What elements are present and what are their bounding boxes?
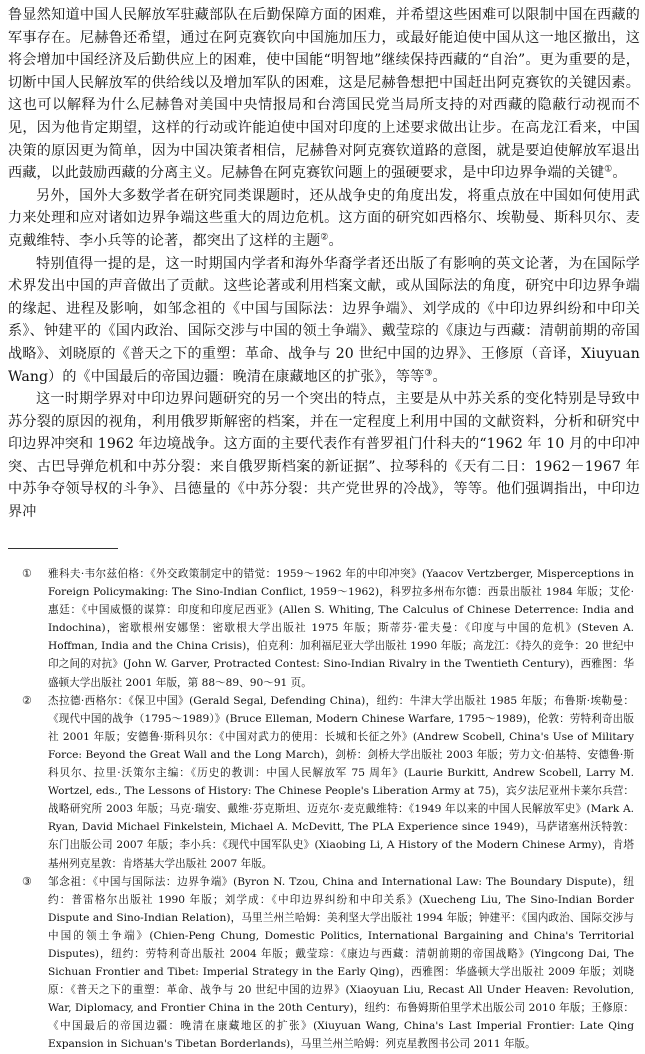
footnote-1-text: 雅科夫·韦尔兹伯格：《外交政策制定中的错觉：1959～1962 年的中印冲突》(Yaacov Vertzberger, Misperceptions in Foreign Policymaking: The Sino-Indian Conflict, 1959～1962)，科罗拉多州布尔德：西景出版社 1984 年版；艾伦·惠廷：《中国威慑的谋算：印度和印度尼西亚》(Allen S. Whiting, The Calculus of Chinese Deterrence: India and Indochina)，密歇根州安娜堡：密歇根大学出版社 1975 年版；斯蒂芬·霍夫曼：《印度与中国的危机》(Steven A. Hoffman, India and the China Crisis)，伯克利：加利福尼亚大学出版社 1990 年版；高龙江：《持久的竞争：20 世纪中印之间的对抗》(John W. Garver, Protracted Contest: Sino-Indian Rivalry in the Twentieth Century)，西雅图：华盛顿大学出版社 2001 年版，第 88～89、90～91 页。 <box>48 568 634 689</box>
paragraph-4 <box>8 388 640 524</box>
footnote-2 <box>22 692 634 873</box>
paragraph-3-end: 。 <box>432 368 447 385</box>
paragraph-4-text: 这一时期学界对中印边界问题研究的另一个突出的特点，主要是从中苏关系的变化特别是导致中苏分裂的原因的视角，利用俄罗斯解密的档案，并在一定程度上利用中国的文献资料，分析和研究中印边界冲突和 1962 年边境战争。这方面的主要代表作有普罗祖门什科夫的“1962 年 10 月的中印冲突、古巴导弹危机和中苏分裂：来自俄罗斯档案的新证据”、拉琴科的《天有二日：1962－1967 年中苏争夺领导权的斗争》、吕德量的《中苏分裂：共产党世界的冷战》，等等。他们强调指出，中印边界冲 <box>8 391 640 521</box>
footnote-2-text: 杰拉德·西格尔：《保卫中国》(Gerald Segal, Defending China)，纽约：牛津大学出版社 1985 年版；布鲁斯·埃勒曼：《现代中国的战争（1795～1989）》(Bruce Elleman, Modern Chinese Warfare, 1795～1989)，伦敦：劳特利奇出版社 2001 年版；安德鲁·斯科贝尔：《中国对武力的使用：长城和长征之外》(Andrew Scobell, China's Use of Military Force: Beyond the Great Wall and the Long March)，剑桥：剑桥大学出版社 2003 年版；劳力文·伯基特、安德鲁·斯科贝尔、拉里·沃策尔主编：《历史的教训：中国人民解放军 75 周年》(Laurie Burkitt, Andrew Scobell, Larry M. Wortzel, eds., The Lessons of History: The Chinese People's Liberation Army at 75)，宾夕法尼亚州卡莱尔兵营：战略研究所 2003 年版；马克·瑞安、戴维·芬克斯坦、迈克尔·麦克戴维特：《1949 年以来的中国人民解放军史》(Mark A. Ryan, David Michael Finkelstein, Michael A. McDevitt, The PLA Experience since 1949)，马萨诸塞州沃特敦：东门出版公司 2007 年版；李小兵：《现代中国军队史》(Xiaobing Li, A History of the Modern Chinese Army)，肯塔基州列克星敦：肯塔基大学出版社 2007 年版。 <box>48 694 634 870</box>
footnote-separator <box>8 548 118 549</box>
footnote-ref-2: ② <box>320 232 329 243</box>
paragraph-2-text: 另外，国外大多数学者在研究同类课题时，还从战争史的角度出发，将重点放在中国如何使用武力来处理和应对诸如边界争端这些重大的周边危机。这方面的研究如西格尔、埃勒曼、斯科贝尔、麦克戴维特、李小兵等的论著，都突出了这样的主题 <box>8 187 640 249</box>
paragraph-2-end: 。 <box>328 232 343 249</box>
paragraph-3-text: 特别值得一提的是，这一时期国内学者和海外华裔学者还出版了有影响的英文论著，为在国际学术界发出中国的声音做出了贡献。这些论著或利用档案文献，或从国际法的角度，研究中印边界争端的缘起、进程及影响，如邹念祖的《中国与国际法：边界争端》、刘学成的《中印边界纠纷和中印关系》、钟建平的《国内政治、国际交涉与中国的领土争端》、戴莹琮的《康边与西藏：清朝前期的帝国战略》、刘晓原的《普天之下的重塑：革命、战争与 20 世纪中国的边界》、王修原（音译，Xiuyuan Wang）的《中国最后的帝国边疆：晚清在康藏地区的扩张》，等等 <box>8 255 640 385</box>
footnote-3-mark: ③ <box>22 874 32 888</box>
paragraph-2 <box>8 185 640 253</box>
paragraph-3 <box>8 253 640 389</box>
footnote-3-text: 邹念祖：《中国与国际法：边界争端》(Byron N. Tzou, China and International Law: The Boundary Dispute)，纽约：普雷格尔出版社 1990 年版；刘学成：《中印边界纠纷和中印关系》(Xuecheng Liu, The Sino-Indian Border Dispute and Sino-Indian Relation)，马里兰州兰哈姆：美利坚大学出版社 1994 年版；钟建平：《国内政治、国际交涉与中国的领土争端》(Chien-Peng Chung, Domestic Politics, International Bargaining and China's Territorial Disputes)，纽约：劳特利奇出版社 2004 年版；戴莹琮：《康边与西藏：清朝前期的帝国战略》(Yingcong Dai, The Sichuan Frontier and Tibet: Imperial Strategy in the Early Qing)，西雅图：华盛顿大学出版社 2009 年版；刘晓原：《普天之下的重塑：革命、战争与 20 世纪中国的边界》(Xiaoyuan Liu, Recast All Under Heaven: Revolution, War, Diplomacy, and Frontier China in the 20th Century)，纽约：布鲁姆斯伯里学术出版公司 2010 年版；王修原：《中国最后的帝国边疆：晚清在康藏地区的扩张》(Xiuyuan Wang, China's Last Imperial Frontier: Late Qing Expansion in Sichuan's Tibetan Borderlands)，马里兰州兰哈姆：列克星教图书公司 2011 年版。 <box>48 875 634 1051</box>
paragraph-1: 鲁显然知道中国人民解放军驻藏部队在后勤保障方面的困难，并希望这些困难可以限制中国在西藏的军事存在。尼赫鲁还希望，通过在阿克赛钦向中国施加压力，或最好能迫使中国从这一地区撤出，这将会增加中国经济及后勤供应上的困难，使中国能“明智地”继续保持西藏的“自治”。更为重要的是，切断中国人民解放军的供给线以及增加军队的困难，这是尼赫鲁想把中国赶出阿克赛钦的关键因素。这也可以解释为什么尼赫鲁对美国中央情报局和台湾国民党当局所支持的对西藏的隐蔽行动视而不见，因为他肯定期望，这样的行动或许能迫使中国对印度的上述要求做出让步。在高龙江看来，中国决策的原因更为简单，因为中国决策者相信，尼赫鲁对阿克赛钦道路的意图，就是要迫使解放军退出西藏，以此鼓励西藏的分离主义。尼赫鲁在阿克赛钦问题上的强硬要求，是中印边界争端的关键①。 <box>8 7 640 182</box>
main-text <box>8 4 640 524</box>
footnotes <box>22 565 634 1054</box>
paragraph-1-text: 鲁显然知道中国人民解放军驻藏部队在后勤保障方面的困难，并希望这些困难可以限制中国在西藏的军事存在。尼赫鲁还希望，通过在阿克赛钦向中国施加压力，或最好能迫使中国从这一地区撤出，这将会增加中国经济及后勤供应上的困难，使中国能“明智地”继续保持西藏的“自治”。更为重要的是，切断中国人民解放军的供给线以及增加军队的困难，这是尼赫鲁想把中国赶出阿克赛钦的关键因素。这也可以解释为什么尼赫鲁对美国中央情报局和台湾国民党当局所支持的对西藏的隐蔽行动视而不见，因为他肯定期望，这样的行动或许能迫使中国对印度的上述要求做出让步。在高龙江看来，中国决策的原因更为简单，因为中国决策者相信，尼赫鲁对阿克赛钦道路的意图，就是要迫使解放军退出西藏，以此鼓励西藏的分离主义。尼赫鲁在阿克赛钦问题上的强硬要求，是中印边界争端的关键 <box>8 7 640 182</box>
footnote-3 <box>22 873 634 1054</box>
footnote-1-mark: ① <box>22 567 32 580</box>
footnote-2-mark: ② <box>22 693 32 707</box>
footnote-1 <box>22 565 634 692</box>
footnote-ref-1: ① <box>604 164 613 175</box>
footnote-ref-3: ③ <box>424 367 433 378</box>
